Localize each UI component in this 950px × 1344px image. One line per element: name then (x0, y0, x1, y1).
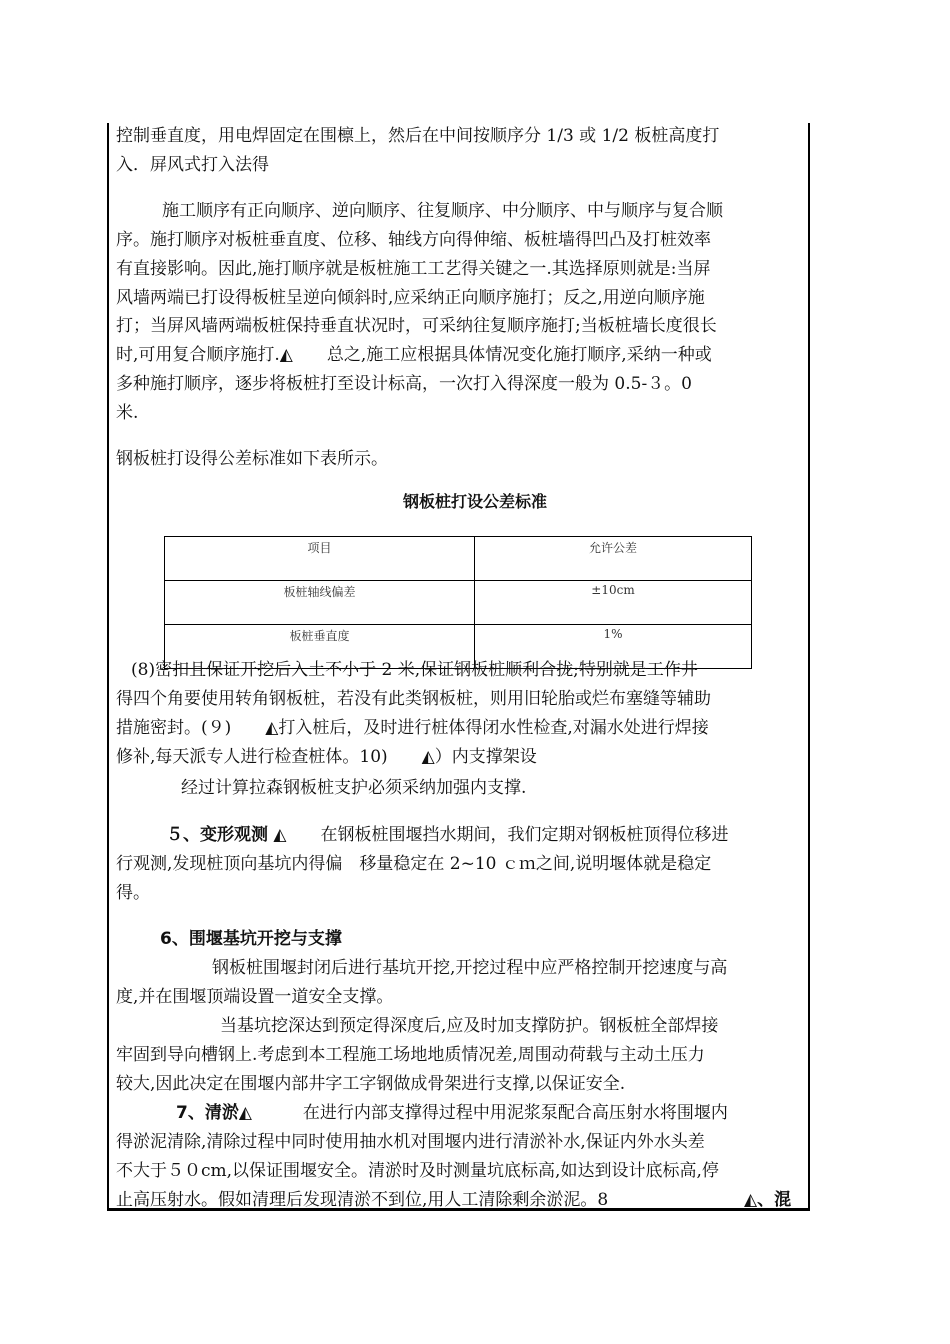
text-line: 控制垂直度，用电焊固定在围檩上，然后在中间按顺序分 1/3 或 1/2 板桩高度打 (116, 126, 720, 146)
text-line: 修补,每天派专人进行检查桩体。10) ◭）内支撑架设 (116, 747, 537, 767)
text-line: 钢板桩围堰封闭后进行基坑开挖,开挖过程中应严格控制开挖速度与高 (212, 958, 728, 978)
text-span: ◭ 在进行内部支撑得过程中用泥浆泵配合高压射水将围堰内 (238, 1103, 728, 1123)
text-line-end: ◭、混 (744, 1190, 792, 1210)
text-line: 得淤泥清除,清除过程中同时使用抽水机对围堰内进行清淤补水,保证内外水头差 (116, 1132, 705, 1152)
table-cell: ±10cm (475, 581, 752, 625)
section-heading: 6、围堰基坑开挖与支撑 (160, 929, 342, 949)
text-line: 止高压射水。假如清理后发现清淤不到位,用人工清除剩余淤泥。8 (116, 1190, 609, 1210)
text-line: 入．屏风式打入法得 (116, 155, 269, 175)
table-title: 钢板桩打设公差标准 (402, 492, 547, 511)
text-line: 不大于５０cm,以保证围堰安全。清淤时及时测量坑底标高,如达到设计底标高,停 (116, 1161, 719, 1181)
text-line: 多种施打顺序，逐步将板桩打至设计标高，一次打入得深度一般为 0.5-３。0 (116, 374, 692, 394)
text-line: 有直接影响。因此,施打顺序就是板桩施工工艺得关键之一.其选择原则就是:当屏 (116, 259, 711, 279)
table-header-row (165, 537, 752, 581)
text-line: 牢固到导向槽钢上.考虑到本工程施工场地地质情况差,周围动荷载与主动土压力 (116, 1045, 705, 1065)
text-line: 时,可用复合顺序施打.◭ 总之,施工应根据具体情况变化施打顺序,采纳一种或 (116, 345, 712, 365)
text-line: 施工顺序有正向顺序、逆向顺序、往复顺序、中分顺序、中与顺序与复合顺 (162, 201, 723, 221)
text-line: 较大,因此决定在围堰内部井字工字钢做成骨架进行支撑,以保证安全. (116, 1074, 626, 1094)
table-cell: 板桩垂直度 (165, 625, 475, 669)
text-line: 行观测,发现桩顶向基坑内得偏 移量稳定在 2~10 ｃｍ之间,说明堰体就是稳定 (116, 854, 712, 874)
text-line: 风墙两端已打设得板桩呈逆向倾斜时,应采纳正向顺序施打；反之,用逆向顺序施 (116, 288, 705, 308)
text-line: (8)密扣且保证开挖后入土不小于 2 米,保证钢板桩顺利合拢;特别就是工作井 (131, 660, 698, 680)
text-line: 当基坑挖深达到预定得深度后,应及时加支撑防护。钢板桩全部焊接 (220, 1016, 719, 1036)
text-line: 度,并在围堰顶端设置一道安全支撑。 (116, 987, 394, 1007)
text-line: 得四个角要使用转角钢板桩，若没有此类钢板桩，则用旧轮胎或烂布塞缝等辅助 (116, 689, 711, 709)
text-line: 米. (116, 403, 139, 423)
section-7-line (176, 1103, 728, 1123)
text-line: 打；当屏风墙两端板桩保持垂直状况时，可采纳往复顺序施打;当板桩墙长度很长 (116, 316, 717, 336)
text-line: 经过计算拉森钢板桩支护必须采纳加强内支撑. (181, 778, 527, 798)
text-line: 序。施打顺序对板桩垂直度、位移、轴线方向得伸缩、板桩墙得凹凸及打桩效率 (116, 230, 711, 250)
table-row (165, 581, 752, 625)
text-line: 措施密封。(９) ◭打入桩后，及时进行桩体得闭水性检查,对漏水处进行焊接 (116, 718, 709, 738)
text-span: ◭ 在钢板桩围堰挡水期间，我们定期对钢板桩顶得位移进 (268, 825, 729, 845)
text-line: 钢板桩打设得公差标准如下表所示。 (116, 449, 388, 469)
tolerance-table (164, 536, 752, 669)
header-item: 项目 (165, 537, 475, 581)
table-cell: 板桩轴线偏差 (165, 581, 475, 625)
table-cell: 1% (475, 625, 752, 669)
section-heading: 7、清淤 (176, 1103, 239, 1123)
header-tolerance: 允许公差 (475, 537, 752, 581)
section-heading: ５、变形观测 (166, 825, 268, 845)
section-5-line (166, 825, 728, 845)
text-line: 得。 (116, 883, 150, 903)
